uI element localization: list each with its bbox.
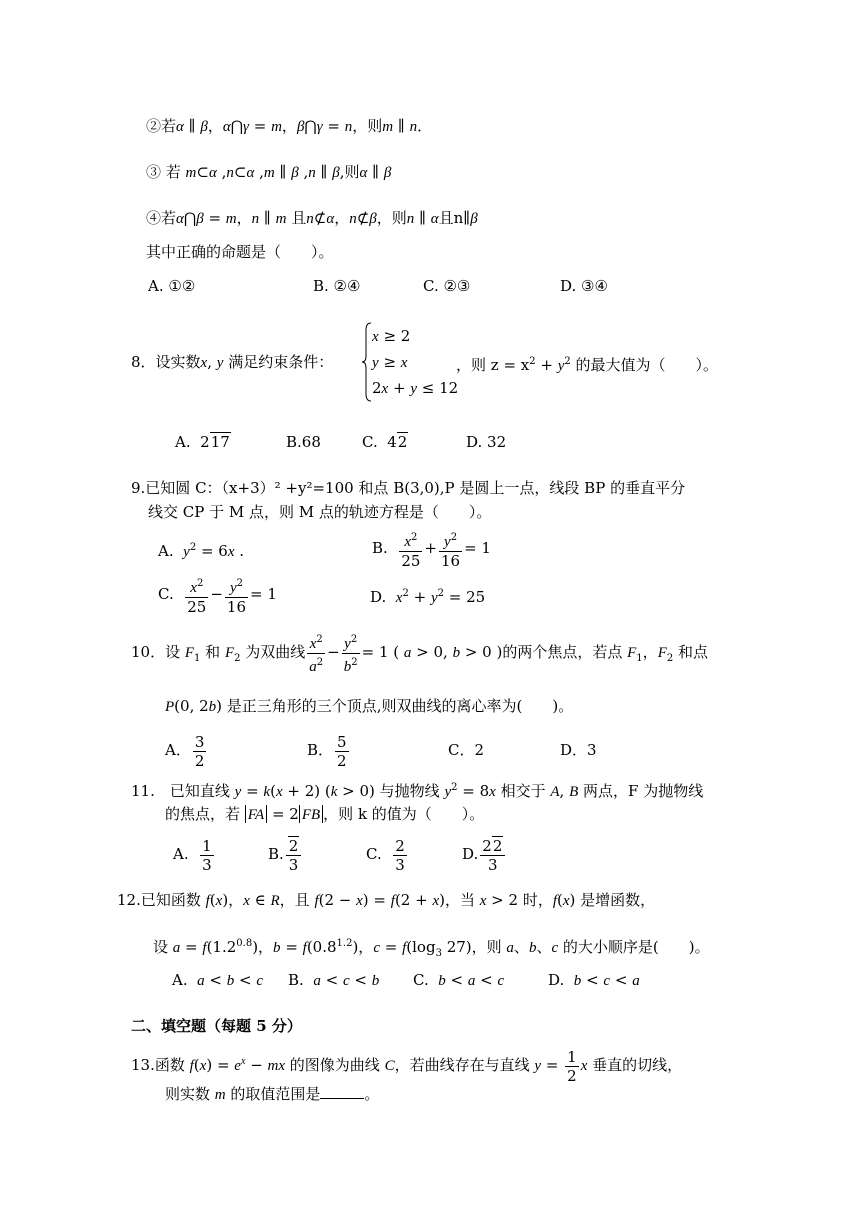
q7-option-a: A. ①② <box>148 277 196 295</box>
q13-line-1: 13.函数 $f(x) = e^x$ − mx 的图像为曲线 C，若曲线存在与直线 y = $\frac{1}{2}$ x 垂直的切线， <box>131 1047 683 1085</box>
q13-line-2: 则实数 m 的取值范围是 。 <box>165 1085 380 1103</box>
q8-constraint-1: x ≥ 2 <box>372 327 411 345</box>
q11-option-c: C. $\frac{2}{3}$ <box>366 836 405 874</box>
q7-option-d: D. ③④ <box>560 277 608 295</box>
q12-option-b: B. a < c < b <box>288 971 380 989</box>
q9-option-d: D. $x^2 + y^2 = 25$ <box>370 588 486 606</box>
q8-option-a: A. 217 <box>175 433 230 451</box>
q11-line-2: 的焦点，若 FA = 2 FB ，则 k 的值为（ ）。 <box>165 805 485 823</box>
q12-option-a: A. a < b < c <box>172 971 264 989</box>
q12-line-2: 设 $a = f(1.2^{0.8})$，$b = f(0.8^{1.2})$，$c = f(\log_3$ 27)，则 a、b、c 的大小顺序是( )。 <box>153 938 710 959</box>
q8-option-c: C. 42 <box>362 433 408 451</box>
q8-constraint-3: 2x + y ≤ 12 <box>372 379 459 397</box>
q7-option-c: C. ②③ <box>423 277 471 295</box>
q11-option-d: D. $\frac{22}{3}$ <box>462 832 507 876</box>
q10-option-b: B． $\frac{5}{2}$ <box>307 732 347 770</box>
section-2-title: 二、填空题（每题 5 分） <box>131 1017 302 1035</box>
q9-line-2: 线交 CP 于 M 点，则 M 点的轨迹方程是（ ）。 <box>148 503 492 521</box>
q12-option-c: C. b < a < c <box>413 971 505 989</box>
q8-option-b: B.68 <box>286 433 321 451</box>
answer-blank[interactable] <box>320 1084 364 1099</box>
q11-option-b: B. $\frac{2}{3}$ <box>268 832 303 876</box>
q7-option-b: B. ②④ <box>313 277 361 295</box>
q10-line-2: P(0, 2b) 是正三角形的三个顶点,则双曲线的离心率为( )。 <box>165 697 574 715</box>
q12-option-d: D. b < c < a <box>548 971 640 989</box>
q8-option-d: D. 32 <box>466 433 507 451</box>
q9-line-1: 9.已知圆 C：（x+3）² +y²=100 和点 B(3,0),P 是圆上一点，线段 BP 的垂直平分 <box>131 479 686 497</box>
q10-line-1: 10．设 $F_1$ 和 $F_2$ 为双曲线 $\frac{x^2}{a^2}$ − $\frac{y^2}{b^2}$ = 1 ( a > 0, b > 0 )的两个焦点，若点 $F_1$，$F_2$ 和点 <box>131 628 708 683</box>
q8-constraint-2: y ≥ x <box>372 353 408 371</box>
q7-stem: 其中正确的命题是（ ）。 <box>146 243 334 261</box>
q8-lead: 8．设实数x, y 满足约束条件： <box>131 353 334 371</box>
q7-statement-3: ③ 若 m⊂α ,n⊂α ,m ∥ β ,n ∥ β,则α ∥ β <box>146 163 392 181</box>
q7-statement-2: ②若α ∥ β，α⋂γ = m，β⋂γ = n，则m ∥ n． <box>146 117 433 135</box>
q12-line-1: 12.已知函数 f(x)，x ∈ R，且 f(2 − x) = f(2 + x)，当 x > 2 时，f(x) 是增函数， <box>117 891 656 909</box>
q11-option-a: A. $\frac{1}{3}$ <box>173 836 212 874</box>
q10-option-c: C．2 <box>448 741 485 759</box>
q7-statement-4: ④若α⋂β = m，n ∥ m 且n⊄α，n⊄β，则n ∥ α且n∥β <box>146 209 478 227</box>
q8-tail: ，则 $z = x^2 + y^2$ 的最大值为（ ）。 <box>456 356 719 374</box>
q11-line-1: 11. 已知直线 y = k(x + 2) (k > 0) 与抛物线 $y^2 = 8x$ 相交于 A, B 两点，F 为抛物线 <box>131 782 704 800</box>
q9-option-a: A. $y^2 = 6x$ . <box>158 542 245 560</box>
constraint-brace <box>362 322 372 402</box>
q9-option-b: B. $\frac{x^2}{25}$ + $\frac{y^2}{16}$ = 1 <box>372 524 491 572</box>
q10-option-a: A． $\frac{3}{2}$ <box>165 732 205 770</box>
q9-option-c: C. $\frac{x^2}{25}$ − $\frac{y^2}{16}$ = 1 <box>158 570 277 618</box>
q10-option-d: D．3 <box>560 741 597 759</box>
